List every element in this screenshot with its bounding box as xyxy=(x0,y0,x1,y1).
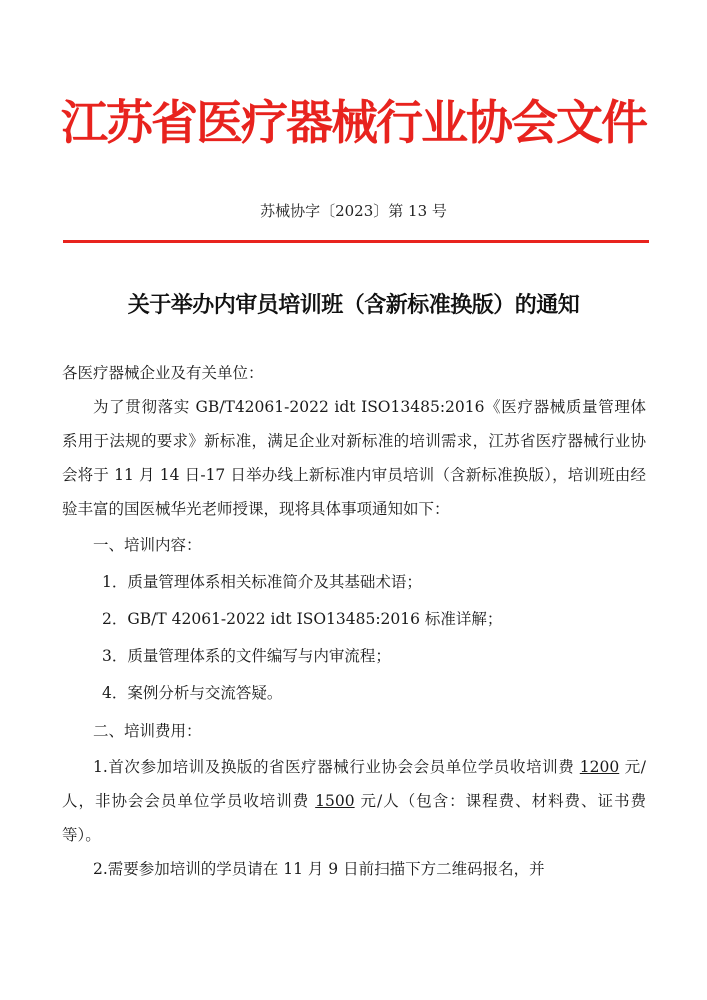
notice-body xyxy=(62,356,646,886)
section-heading-fees: 二、培训费用： xyxy=(93,722,202,740)
fee-text-2: 元/人，非协会会员单位学员收培训费 xyxy=(62,758,646,810)
training-content-list xyxy=(62,564,646,712)
org-header-title: 江苏省医疗器械行业协会文件 xyxy=(61,96,646,151)
list-item: 4．案例分析与交流答疑。 xyxy=(102,684,283,702)
document-number: 苏械协字〔2023〕第 13 号 xyxy=(260,202,447,220)
fee-text-1: 1.首次参加培训及换版的省医疗器械行业协会会员单位学员收培训费 xyxy=(93,758,580,776)
list-item: 2．GB/T 42061-2022 idt ISO13485:2016 标准详解； xyxy=(102,610,503,628)
intro-paragraph: 为了贯彻落实 GB/T42061-2022 idt ISO13485:2016《医疗器械质量管理体系用于法规的要求》新标准，满足企业对新标准的培训需求，江苏省医疗器械行业协会将于 11 月 14 日-17 日举办线上新标准内审员培训（含新标准换版），培训班由经验丰富的国医械华光老师授课，现将具体事项通知如下： xyxy=(62,398,646,518)
fee-paragraph xyxy=(62,750,646,852)
salutation: 各医疗器械企业及有关单位： xyxy=(62,364,264,382)
registration-paragraph: 2.需要参加培训的学员请在 11 月 9 日前扫描下方二维码报名，并 xyxy=(93,860,545,878)
member-fee: 1200 xyxy=(579,758,620,776)
section-heading-content: 一、培训内容： xyxy=(93,536,202,554)
notice-title: 关于举办内审员培训班（含新标准换版）的通知 xyxy=(127,292,580,318)
fee-text-3: 元/人（包含：课程费、材料费、证书费等）。 xyxy=(62,792,646,844)
list-item: 3．质量管理体系的文件编写与内审流程； xyxy=(102,647,391,665)
red-divider xyxy=(63,240,649,243)
nonmember-fee: 1500 xyxy=(315,792,355,810)
list-item: 1．质量管理体系相关标准简介及其基础术语； xyxy=(102,573,422,591)
